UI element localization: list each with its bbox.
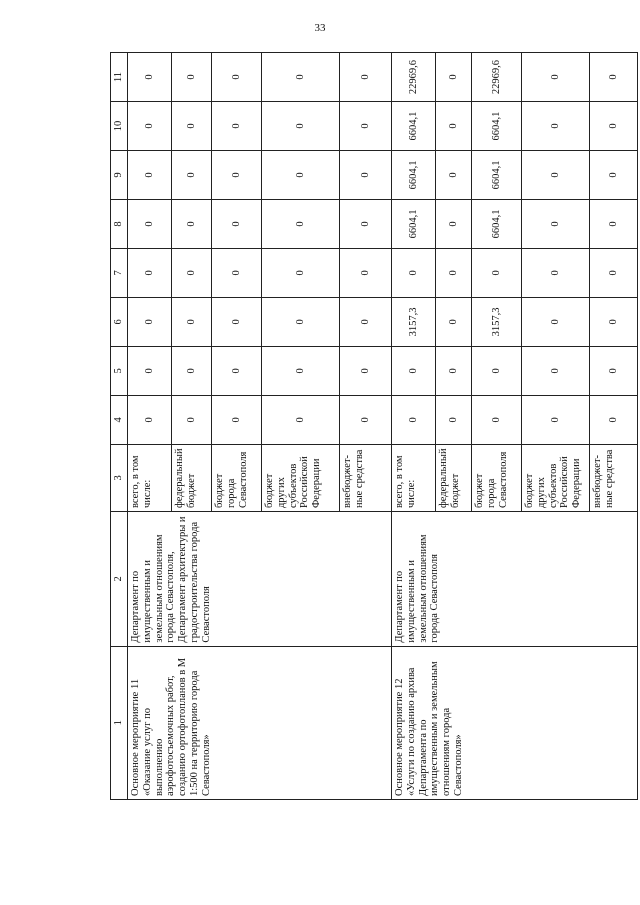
value-cell: 0 [392,248,436,297]
table-row [128,53,172,800]
value-cell: 0 [522,199,590,248]
value-cell: 0 [128,199,172,248]
header-cell: 1 [111,646,128,799]
value-cell: 0 [262,53,340,102]
value-cell: 0 [212,53,262,102]
value-cell: 0 [262,102,340,151]
program-table [110,52,638,800]
value-cell: 22969,6 [392,53,436,102]
value-cell: 0 [436,102,472,151]
header-cell: 6 [111,297,128,346]
executor-name: Департамент по имущественным и земельным отношениям города Севастополя [392,512,638,647]
value-cell: 6604,1 [472,199,522,248]
value-cell: 0 [590,53,638,102]
value-cell: 0 [172,53,212,102]
value-cell: 0 [128,150,172,199]
value-cell: 0 [522,53,590,102]
value-cell: 0 [472,248,522,297]
header-cell: 10 [111,102,128,151]
value-cell: 0 [128,297,172,346]
value-cell: 0 [522,102,590,151]
value-cell: 0 [212,150,262,199]
funding-source: бюджет других субъектов Российской Федерации [262,444,340,511]
value-cell: 0 [340,53,392,102]
value-cell: 6604,1 [392,150,436,199]
value-cell: 6604,1 [392,102,436,151]
value-cell: 0 [392,395,436,444]
funding-source: бюджет других субъектов Российской Федерации [522,444,590,511]
value-cell: 0 [172,199,212,248]
value-cell: 0 [472,395,522,444]
value-cell: 0 [522,346,590,395]
value-cell: 0 [212,346,262,395]
funding-source: бюджет города Севастополя [472,444,522,511]
value-cell: 0 [262,346,340,395]
funding-source: всего, в том числе: [392,444,436,511]
value-cell: 0 [436,199,472,248]
header-cell: 9 [111,150,128,199]
value-cell: 0 [590,297,638,346]
value-cell: 0 [212,297,262,346]
funding-source: бюджет города Севастополя [212,444,262,511]
value-cell: 0 [212,395,262,444]
funding-source: внебюджет-ные средства [340,444,392,511]
header-cell: 2 [111,512,128,647]
header-cell: 4 [111,395,128,444]
value-cell: 0 [590,150,638,199]
funding-source: всего, в том числе: [128,444,172,511]
header-cell: 8 [111,199,128,248]
value-cell: 0 [590,248,638,297]
rotated-table-wrapper [110,52,619,800]
value-cell: 0 [172,297,212,346]
value-cell: 0 [436,395,472,444]
value-cell: 0 [436,297,472,346]
value-cell: 0 [590,346,638,395]
value-cell: 0 [340,395,392,444]
value-cell: 0 [340,346,392,395]
executor-name: Департамент по имущественным и земельным отношениям города Севастополя, Департамент архитектуры и градостроительства города Севастополя [128,512,392,647]
funding-source: федеральный бюджет [172,444,212,511]
header-cell: 11 [111,53,128,102]
value-cell: 0 [436,346,472,395]
funding-source: федеральный бюджет [436,444,472,511]
value-cell: 0 [340,102,392,151]
value-cell: 0 [128,248,172,297]
value-cell: 3157,3 [472,297,522,346]
value-cell: 0 [128,346,172,395]
value-cell: 0 [212,102,262,151]
value-cell: 0 [436,248,472,297]
header-cell: 5 [111,346,128,395]
header-row [111,53,128,800]
value-cell: 0 [340,297,392,346]
measure-name: Основное мероприятие 11 «Оказание услуг по выполнению аэрофотосъемочных работ, созданию ортофотопланов в М 1:500 на территорию города Севастополя» [128,646,392,799]
table-row [392,53,436,800]
value-cell: 6604,1 [472,150,522,199]
value-cell: 0 [128,102,172,151]
value-cell: 0 [262,248,340,297]
value-cell: 0 [436,53,472,102]
funding-source: внебюджет-ные средства [590,444,638,511]
value-cell: 0 [262,395,340,444]
value-cell: 0 [172,248,212,297]
header-cell: 7 [111,248,128,297]
value-cell: 0 [472,346,522,395]
value-cell: 0 [212,248,262,297]
value-cell: 0 [340,150,392,199]
value-cell: 0 [590,395,638,444]
value-cell: 0 [522,150,590,199]
value-cell: 0 [262,150,340,199]
value-cell: 0 [172,102,212,151]
value-cell: 0 [172,395,212,444]
value-cell: 0 [262,297,340,346]
value-cell: 0 [590,199,638,248]
value-cell: 0 [522,297,590,346]
value-cell: 3157,3 [392,297,436,346]
value-cell: 0 [590,102,638,151]
value-cell: 0 [522,248,590,297]
value-cell: 0 [172,346,212,395]
value-cell: 0 [436,150,472,199]
measure-name: Основное мероприятие 12 «Услуги по созданию архива Департамента по имущественным и земельным отношениям города Севастополя» [392,646,638,799]
value-cell: 0 [340,199,392,248]
page-number: 33 [314,22,326,34]
value-cell: 0 [128,53,172,102]
value-cell: 0 [262,199,340,248]
header-cell: 3 [111,444,128,511]
value-cell: 0 [172,150,212,199]
value-cell: 0 [522,395,590,444]
value-cell: 22969,6 [472,53,522,102]
value-cell: 0 [128,395,172,444]
value-cell: 0 [392,346,436,395]
value-cell: 0 [212,199,262,248]
value-cell: 6604,1 [392,199,436,248]
value-cell: 6604,1 [472,102,522,151]
value-cell: 0 [340,248,392,297]
